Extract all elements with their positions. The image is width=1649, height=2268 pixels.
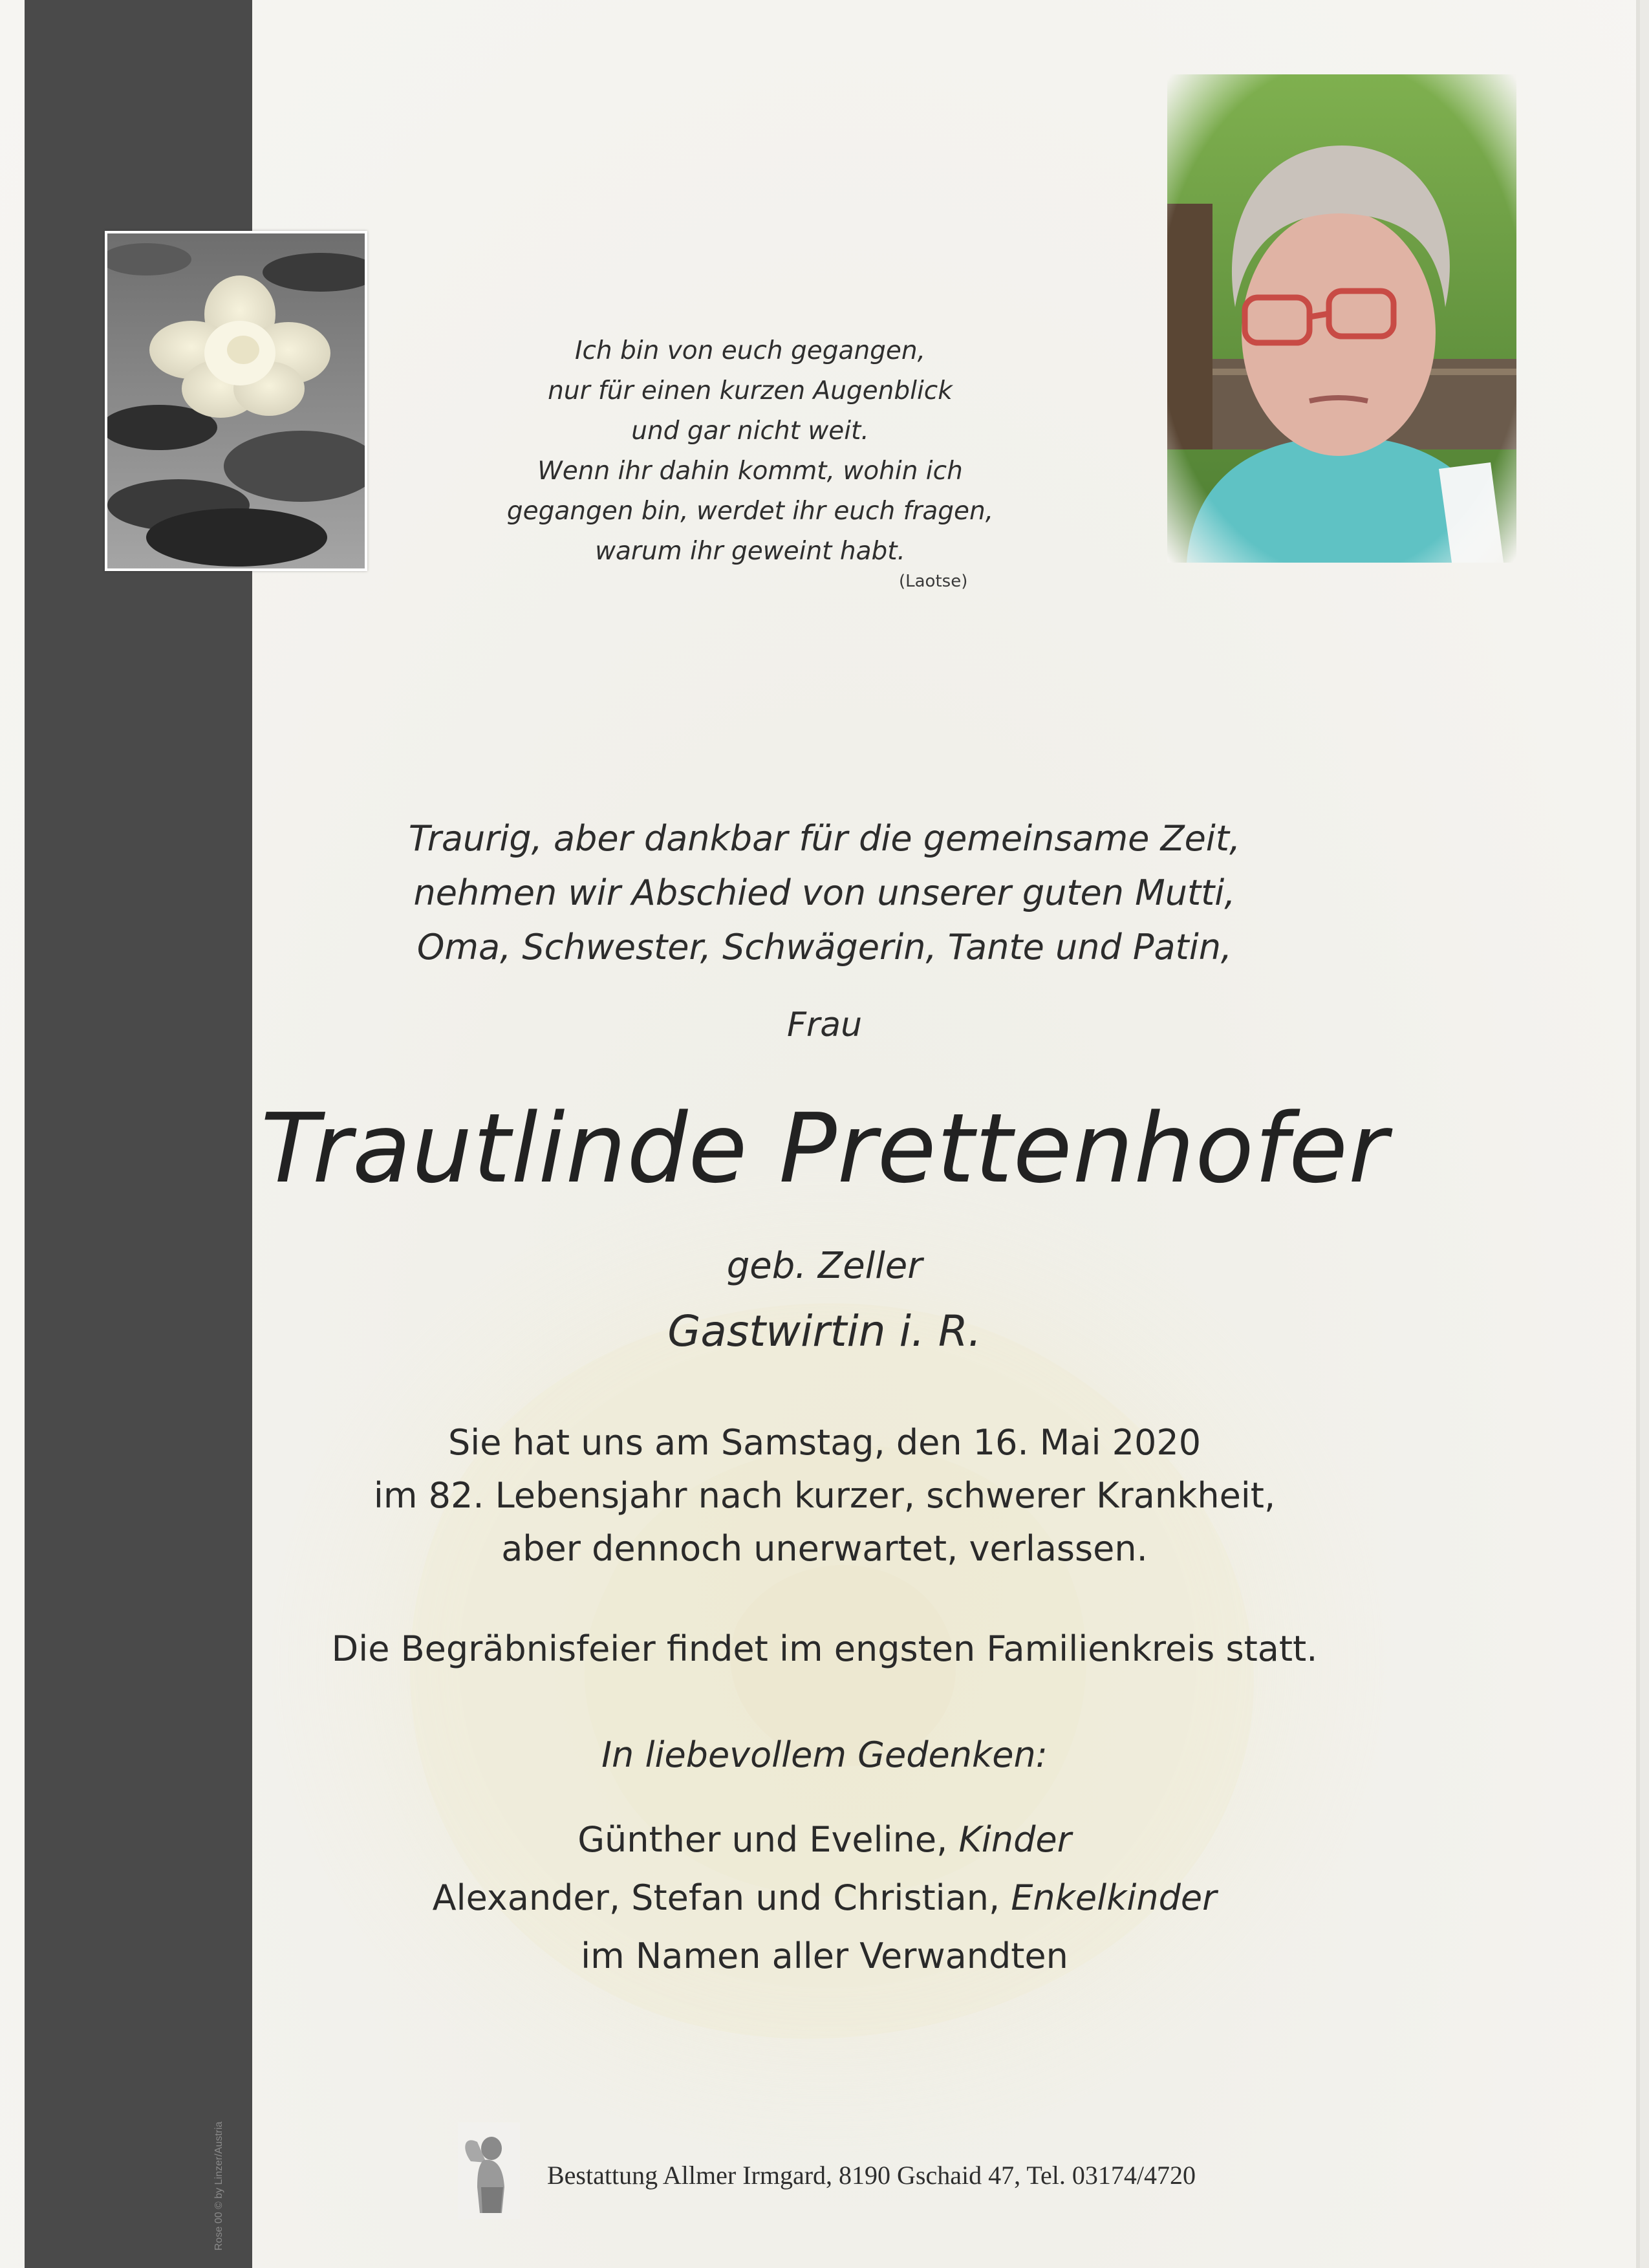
- mourner-relation: Enkelkinder: [1011, 1877, 1217, 1918]
- mourner-names: Alexander, Stefan und Christian,: [432, 1877, 1011, 1918]
- intro-text: [0, 812, 1640, 975]
- mourner-line: [0, 1927, 1640, 1985]
- quote-line: und gar nicht weit.: [631, 416, 869, 446]
- funeral-text: Die Begräbnisfeier findet im engsten Familienkreis statt.: [331, 1628, 1318, 1669]
- gardenia-photo: [105, 231, 367, 571]
- quote-author: (Laotse): [899, 572, 968, 591]
- birth-name: geb. Zeller: [726, 1245, 923, 1287]
- quote-line: Ich bin von euch gegangen,: [574, 336, 926, 365]
- angel-icon: [458, 2122, 520, 2219]
- mourner-line: [0, 1869, 1640, 1927]
- salutation: Frau: [786, 1006, 863, 1044]
- occupation: Gastwirtin i. R.: [667, 1306, 982, 1356]
- mourner-names: Günther und Eveline,: [577, 1819, 959, 1860]
- intro-line: Oma, Schwester, Schwägerin, Tante und Patin,: [416, 927, 1233, 967]
- quote-line: warum ihr geweint habt.: [595, 537, 905, 566]
- mourner-line: [0, 1811, 1640, 1869]
- portrait-photo: [1167, 74, 1516, 563]
- imprint-credit: Rose 00 © by Linzer/Austria: [213, 2121, 224, 2251]
- deceased-name: Trautlinde Prettenhofer: [261, 1093, 1388, 1204]
- quote-line: Wenn ihr dahin kommt, wohin ich: [537, 457, 963, 486]
- quote-line: gegangen bin, werdet ihr euch fragen,: [506, 497, 994, 526]
- undertaker-info: Bestattung Allmer Irmgard, 8190 Gschaid 47, Tel. 03174/4720: [547, 2161, 1196, 2190]
- remembrance-heading: In liebevollem Gedenken:: [601, 1734, 1048, 1775]
- memorial-quote: [453, 331, 1048, 572]
- mourner-relation: Kinder: [958, 1819, 1072, 1860]
- mourner-names: im Namen aller Verwandten: [581, 1936, 1068, 1976]
- death-notice: [0, 1416, 1640, 1575]
- notice-line: im 82. Lebensjahr nach kurzer, schwerer Krankheit,: [373, 1475, 1276, 1516]
- intro-line: Traurig, aber dankbar für die gemeinsame Zeit,: [408, 818, 1241, 859]
- intro-line: nehmen wir Abschied von unserer guten Mutti,: [413, 872, 1236, 913]
- notice-line: aber dennoch unerwartet, verlassen.: [501, 1528, 1148, 1569]
- quote-line: nur für einen kurzen Augenblick: [548, 376, 953, 405]
- mourners-list: [0, 1811, 1640, 1985]
- notice-line: Sie hat uns am Samstag, den 16. Mai 2020: [447, 1422, 1202, 1463]
